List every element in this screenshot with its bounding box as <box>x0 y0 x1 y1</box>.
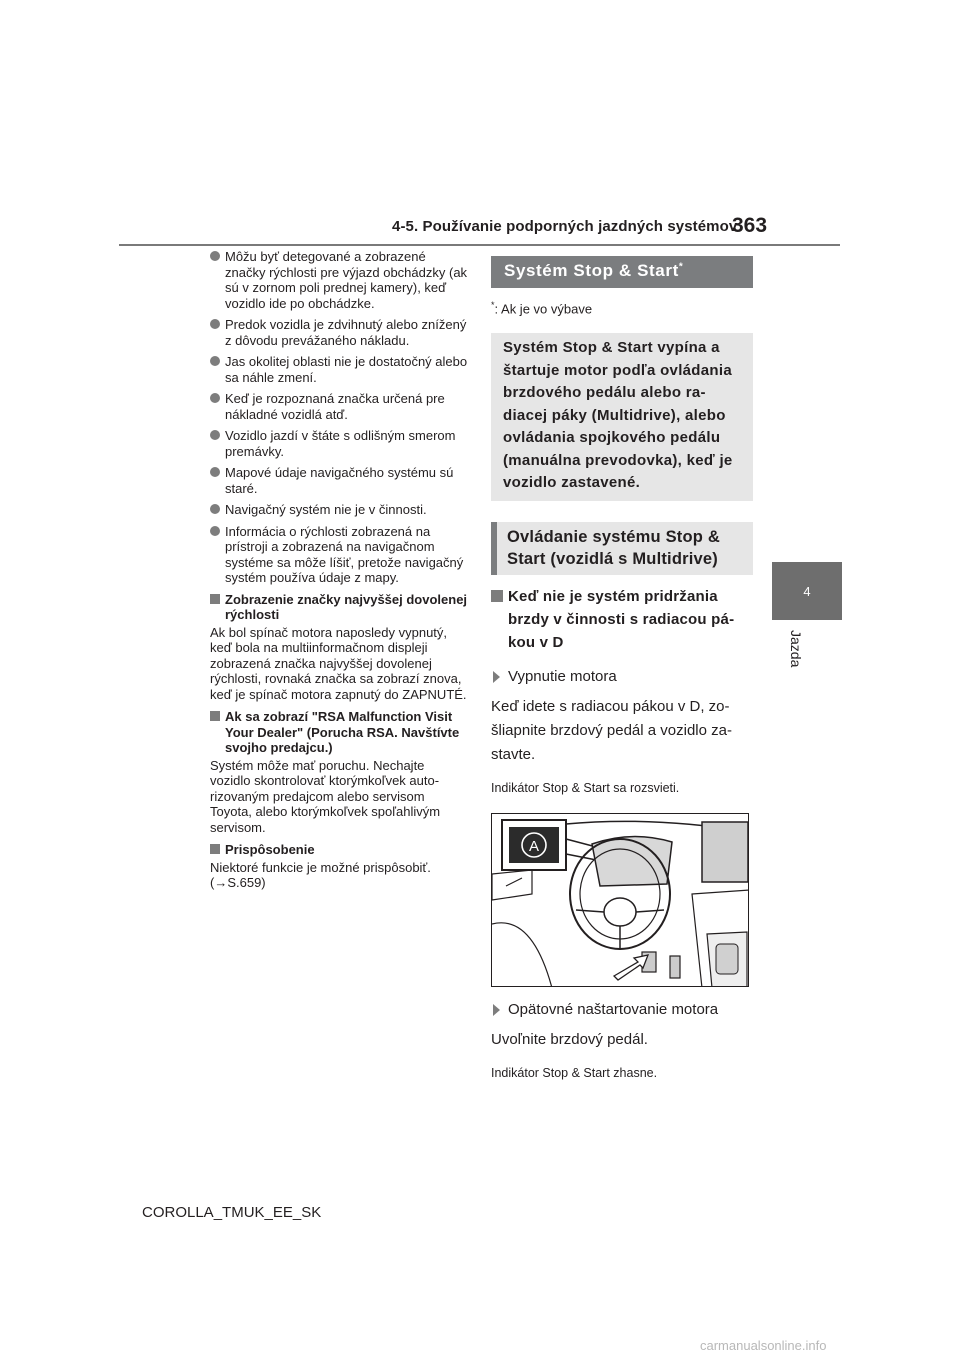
availability-note: *: Ak je vo výbave <box>491 300 593 317</box>
subsection-body: Systém môže mať poruchu. Nechajte vozidlo skontrolovať ktorýmkoľvek autorizovaným predajcom alebo servisom Toyota, alebo ktorýmkoľvek spoľahlivým servisom. <box>210 757 441 835</box>
list-item: Predok vozidla je zdvihnutý alebo znížený z dôvodu prevážaného nákladu. <box>210 317 468 348</box>
list-item: Môžu byť detegované a zobrazené značky rýchlosti pre výjazd obchádzky (ak sú v zornom poli prednej kamery), keď vozidlo ide po obchádzke. <box>210 249 468 311</box>
step-heading: Vypnutie motora <box>491 668 753 685</box>
subsection-heading: Prispôsobenie <box>210 842 468 858</box>
header-divider <box>119 244 840 246</box>
list-item: Vozidlo jazdí v štáte s odlišným smerom premávky. <box>210 428 468 459</box>
section-title: Ovládanie systému Stop & Start (vozidlá s Multidrive) <box>491 522 753 575</box>
list-item: Keď je rozpoznaná značka určená pre nákladné vozidlá atď. <box>210 391 468 422</box>
bullet-icon <box>210 467 220 477</box>
list-item: Navigačný systém nie je v činnosti. <box>210 502 468 518</box>
chapter-number: 4 <box>803 583 811 599</box>
page-number: 363 <box>732 214 768 237</box>
step-body: Uvoľnite brzdový pedál. <box>491 1030 648 1048</box>
chapter-label <box>784 630 824 682</box>
running-header: 4-5. Používanie podporných jazdných systémov <box>392 218 738 235</box>
square-bullet-icon <box>210 844 220 854</box>
subsection-heading: Zobrazenie značky najvyššej dovolenej rýchlosti <box>210 592 468 623</box>
square-bullet-icon <box>210 711 220 721</box>
condition-heading: Keď nie je systém pridržania brzdy v činnosti s radiacou pákou v D <box>491 585 753 654</box>
chapter-tab <box>772 562 842 620</box>
triangle-bullet-icon <box>493 671 500 683</box>
list-item: Informácia o rýchlosti zobrazená na prístroji a zobrazená na navigačnom systéme sa môže líšiť, pretože navigačný systém používa údaje z mapy. <box>210 524 468 586</box>
intro-box: Systém Stop & Start vypína a štartuje motor podľa ovládania brzdového pedálu alebo radiacej páky (Multidrive), alebo ovládania spojkového pedálu (manuálna prevodovka), keď je vozidlo zastavené. <box>491 333 753 501</box>
bullet-icon <box>210 251 220 261</box>
square-bullet-icon <box>210 594 220 604</box>
bullet-icon <box>210 430 220 440</box>
square-bullet-icon <box>491 590 503 602</box>
chapter-label-text: Jazda <box>788 630 804 668</box>
bullet-icon <box>210 319 220 329</box>
left-column <box>210 249 468 898</box>
dashboard-illustration <box>491 813 749 987</box>
list-item: Jas okolitej oblasti nie je dostatočný alebo sa náhle zmení. <box>210 354 468 385</box>
bullet-icon <box>210 504 220 514</box>
bullet-icon <box>210 393 220 403</box>
step-body: Keď idete s radiacou pákou v D, zošliapnite brzdový pedál a vozidlo zastavte. <box>491 697 732 763</box>
model-code: COROLLA_TMUK_EE_SK <box>142 1204 322 1221</box>
section-banner: Systém Stop & Start* <box>491 256 753 288</box>
page-reference-link[interactable]: (→S.659) <box>210 875 266 890</box>
triangle-bullet-icon <box>493 1004 500 1016</box>
subsection-body: Ak bol spínač motora naposledy vypnutý, keď bola na multiinformačnom displeji zobrazená značka najvyššej dovolenej rýchlosti, rovnaká značka sa zobrazí znova, keď je spínač motora zapnutý do ZAPNUTÉ. <box>210 624 467 702</box>
subsection-heading: Ak sa zobrazí "RSA Malfunction Visit Your Dealer" (Porucha RSA. Navštívte svojho predajcu.) <box>210 709 468 756</box>
watermark: carmanualsonline.info <box>700 1338 827 1353</box>
step-note: Indikátor Stop & Start sa rozsvieti. <box>491 780 680 795</box>
indicator-letter: A <box>528 837 540 855</box>
step-note: Indikátor Stop & Start zhasne. <box>491 1065 658 1080</box>
step-heading: Opätovné naštartovanie motora <box>491 1001 753 1018</box>
dashboard-drawing <box>492 814 749 987</box>
arrow-icon <box>614 955 648 980</box>
list-item: Mapové údaje navigačného systému sú staré. <box>210 465 468 496</box>
right-column <box>491 256 753 1080</box>
subsection-body: Niektoré funkcie je možné prispôsobiť. (→S.659) <box>210 859 431 890</box>
bullet-icon <box>210 526 220 536</box>
bullet-icon <box>210 356 220 366</box>
